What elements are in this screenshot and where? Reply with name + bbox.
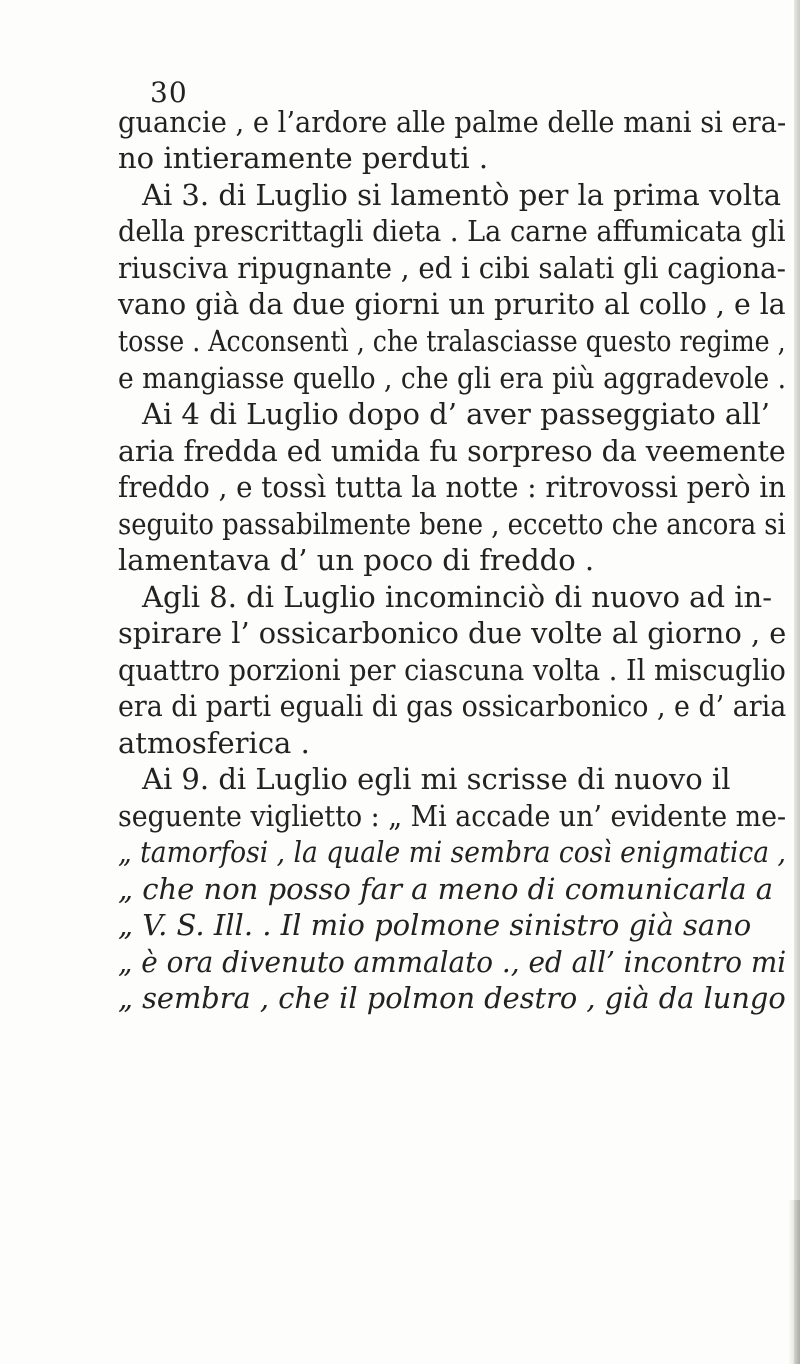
page-number: 30: [150, 76, 188, 109]
text-line: guancie , e l’ardore alle palme delle mani si era-: [118, 105, 787, 139]
text-line: Ai 9. di Luglio egli mi scrisse di nuovo il: [142, 762, 731, 796]
text-line: seguente viglietto : „ Mi accade un’ evidente me-: [118, 799, 787, 833]
text-line: seguito passabilmente bene , eccetto che ancora si: [118, 507, 786, 541]
text-line: tosse . Acconsentì , che tralasciasse questo regime ,: [118, 324, 786, 358]
text-line: freddo , e tossì tutta la notte : ritrovossi però in: [118, 470, 786, 504]
quote-line: „ tamorfosi , la quale mi sembra così enigmatica ,: [118, 835, 786, 869]
text-line: no intieramente perduti .: [118, 141, 489, 175]
text-line: riusciva ripugnante , ed i cibi salati gli cagiona-: [118, 251, 786, 285]
text-line: vano già da due giorni un prurito al collo , e la: [118, 287, 786, 321]
text-line: della prescrittagli dieta . La carne affumicata gli: [118, 214, 786, 248]
text-line: lamentava d’ un poco di freddo .: [118, 543, 595, 577]
text-line: era di parti eguali di gas ossicarbonico , e d’ aria: [118, 689, 787, 723]
quote-line: „ sembra , che il polmon destro , già da lungo: [118, 981, 786, 1015]
text-line: quattro porzioni per ciascuna volta . Il miscuglio: [118, 653, 786, 687]
text-line: Agli 8. di Luglio incominciò di nuovo ad in-: [142, 580, 772, 614]
text-line: Ai 4 di Luglio dopo d’ aver passeggiato all’: [142, 397, 770, 431]
page-edge: [794, 0, 800, 1364]
text-line: aria fredda ed umida fu sorpreso da veemente: [118, 434, 786, 468]
text-line: Ai 3. di Luglio si lamentò per la prima volta: [142, 178, 782, 212]
text-line: spirare l’ ossicarbonico due volte al giorno , e: [118, 616, 787, 650]
quote-line: „ è ora divenuto ammalato ., ed all’ incontro mi: [118, 945, 787, 979]
text-line: atmosferica .: [118, 726, 310, 760]
quote-line: „ che non posso far a meno di comunicarla a: [118, 872, 774, 906]
quote-line: „ V. S. Ill. . Il mio polmone sinistro già sano: [118, 908, 752, 942]
text-line: e mangiasse quello , che gli era più aggradevole .: [118, 361, 787, 395]
page-shadow: [788, 1200, 800, 1364]
